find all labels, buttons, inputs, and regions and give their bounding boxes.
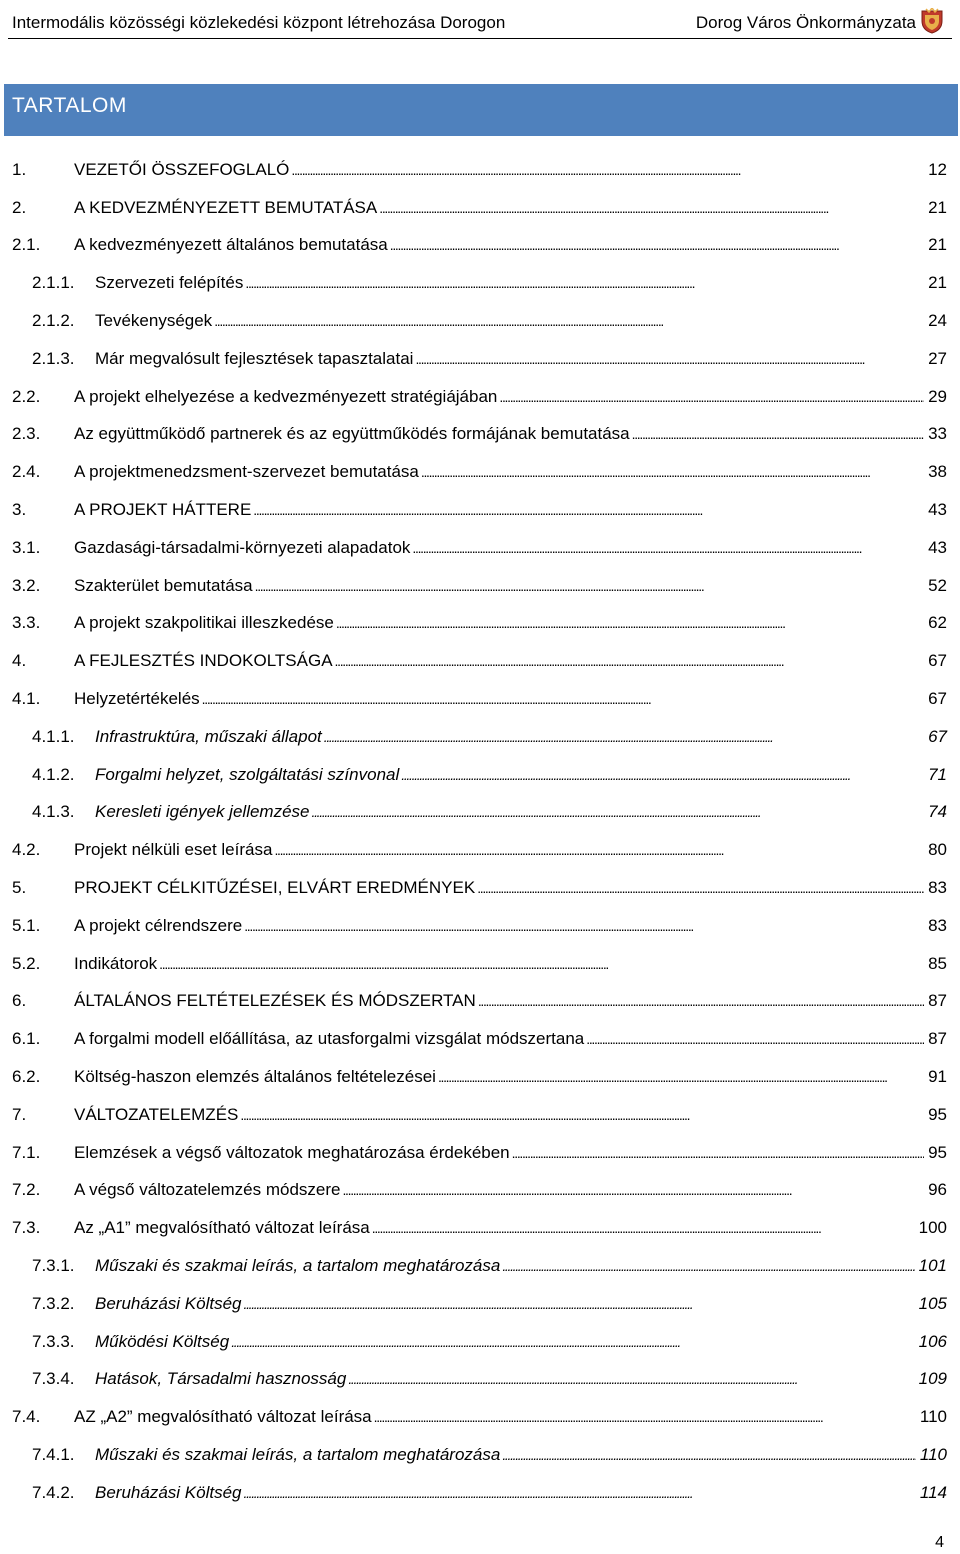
toc-entry-line — [74, 1180, 947, 1200]
toc-entry[interactable] — [0, 1285, 960, 1323]
toc-entry-page: 71 — [928, 764, 947, 784]
toc-entry-page: 83 — [928, 915, 947, 935]
toc-entry-line — [95, 311, 947, 331]
toc-entry-page: 87 — [928, 991, 947, 1011]
toc-entry-page: 67 — [928, 726, 947, 746]
toc-entry-line — [95, 1294, 947, 1314]
toc-entry-line — [74, 538, 947, 558]
toc-entry-line — [95, 802, 947, 822]
toc-entry-number: 4.1. — [12, 689, 41, 709]
toc-entry[interactable] — [0, 831, 960, 869]
toc-entry-title: A PROJEKT HÁTTERE — [74, 500, 252, 520]
toc-entry[interactable] — [0, 680, 960, 718]
toc-entry-title: Projekt nélküli eset leírása — [74, 840, 273, 860]
toc-entry-number: 5. — [12, 878, 27, 898]
toc-entry-number: 3.1. — [12, 537, 41, 557]
page-number: 4 — [935, 1534, 944, 1551]
toc-leader-dots — [374, 1407, 916, 1427]
toc-entry-title: Műszaki és szakmai leírás, a tartalom meghatározása — [95, 1444, 501, 1464]
toc-entry-line — [95, 1445, 947, 1465]
toc-leader-dots — [499, 387, 924, 407]
toc-entry-line — [74, 1218, 947, 1238]
toc-entry-title: A projekt elhelyezése a kedvezményezett stratégiájában — [74, 386, 498, 406]
toc-entry-number: 7.3.1. — [32, 1256, 75, 1275]
toc-entry-number: 7.2. — [12, 1180, 41, 1200]
toc-entry[interactable] — [0, 718, 960, 756]
toc-leader-dots — [586, 1029, 924, 1049]
toc-leader-dots — [348, 1369, 914, 1389]
toc-leader-dots — [231, 1332, 914, 1352]
toc-entry-number: 2.1.2. — [32, 311, 75, 331]
toc-entry[interactable] — [0, 642, 960, 680]
toc-leader-dots — [243, 1483, 915, 1503]
toc-entry-title: A projektmenedzsment-szervezet bemutatása — [74, 462, 419, 482]
toc-leader-dots — [478, 991, 924, 1011]
toc-entry-line — [74, 916, 947, 936]
toc-leader-dots — [477, 878, 924, 898]
toc-leader-dots — [336, 613, 924, 633]
toc-entry-line — [74, 424, 947, 444]
toc-entry-number: 3.3. — [12, 613, 41, 633]
toc-entry-number: 4. — [12, 651, 27, 671]
toc-leader-dots — [312, 802, 925, 822]
toc-entry-number: 5.1. — [12, 915, 41, 935]
toc-entry-line — [74, 651, 947, 671]
toc-entry-number: 7. — [12, 1104, 27, 1124]
toc-entry-number: 3. — [12, 500, 27, 520]
toc-entry-line — [95, 1483, 947, 1503]
header-rule — [8, 38, 952, 39]
toc-entry-title: Elemzések a végső változatok meghatározása érdekében — [74, 1142, 510, 1162]
toc-entry-number: 4.1.1. — [32, 726, 75, 746]
toc-entry[interactable] — [0, 453, 960, 491]
toc-entry[interactable] — [0, 189, 960, 227]
toc-entry-title: Beruházási Költség — [95, 1293, 242, 1313]
toc-leader-dots — [253, 500, 924, 520]
toc-entry-number: 2.1.1. — [32, 273, 75, 293]
toc-entry-line — [95, 1332, 947, 1352]
toc-entry-title: Már megvalósult fejlesztések tapasztalatai — [95, 348, 414, 368]
toc-entry-number: 2.4. — [12, 462, 41, 482]
toc-entry-page: 62 — [928, 613, 947, 633]
toc-entry-title: Gazdasági-társadalmi-környezeti alapadatok — [74, 537, 411, 557]
toc-entry-number: 4.2. — [12, 840, 41, 860]
toc-leader-dots — [421, 462, 924, 482]
toc-entry-line — [74, 689, 947, 709]
toc-entry-number: 2.2. — [12, 386, 41, 406]
toc-entry[interactable] — [0, 1134, 960, 1172]
toc-leader-dots — [202, 689, 924, 709]
toc-entry-page: 74 — [928, 802, 947, 822]
toc-leader-dots — [255, 576, 924, 596]
toc-entry-line — [74, 500, 947, 520]
toc-entry[interactable] — [0, 529, 960, 567]
toc-entry-title: Keresleti igények jellemzése — [95, 802, 310, 822]
page-header — [0, 0, 960, 40]
toc-entry-number: 2.3. — [12, 424, 41, 444]
toc-entry[interactable] — [0, 1474, 960, 1512]
toc-entry-number: 7.3.2. — [32, 1293, 75, 1313]
toc-leader-dots — [438, 1067, 924, 1087]
toc-entry-number: 7.1. — [12, 1142, 41, 1162]
toc-entry-number: 6.1. — [12, 1029, 41, 1049]
toc-entry-title: Beruházási Költség — [95, 1482, 242, 1502]
toc-entry-title: VEZETŐI ÖSSZEFOGLALÓ — [74, 159, 290, 179]
toc-entry-title: A KEDVEZMÉNYEZETT BEMUTATÁSA — [74, 197, 378, 217]
toc-entry[interactable] — [0, 605, 960, 643]
toc-entry-title: A FEJLESZTÉS INDOKOLTSÁGA — [74, 651, 333, 671]
toc-entry-page: 100 — [918, 1218, 947, 1238]
toc-entry-line — [74, 235, 947, 255]
toc-entry-line — [95, 1369, 947, 1389]
toc-entry[interactable] — [0, 1247, 960, 1285]
toc-entry[interactable] — [0, 1058, 960, 1096]
toc-leader-dots — [342, 1180, 924, 1200]
toc-entry-page: 85 — [928, 953, 947, 973]
toc-entry-number: 6.2. — [12, 1067, 41, 1087]
toc-entry-page: 109 — [918, 1369, 947, 1389]
toc-leader-dots — [240, 1105, 924, 1125]
toc-entry[interactable] — [0, 1096, 960, 1134]
toc-leader-dots — [324, 727, 924, 747]
toc-entry-page: 96 — [928, 1180, 947, 1200]
toc-entry[interactable] — [0, 907, 960, 945]
toc-entry[interactable] — [0, 302, 960, 340]
toc-entry-line — [74, 462, 947, 482]
toc-entry[interactable] — [0, 1323, 960, 1361]
toc-leader-dots — [291, 160, 924, 180]
toc-entry-number: 7.3.3. — [32, 1331, 75, 1351]
toc-entry-line — [74, 160, 947, 180]
toc-entry-page: 105 — [918, 1293, 947, 1313]
toc-entry-line — [74, 387, 947, 407]
toc-entry-title: Az „A1” megvalósítható változat leírása — [74, 1218, 370, 1238]
toc-entry-line — [74, 878, 947, 898]
toc-leader-dots — [415, 349, 924, 369]
toc-entry-page: 52 — [928, 575, 947, 595]
toc-entry-line — [74, 840, 947, 860]
toc-entry[interactable] — [0, 794, 960, 832]
toc-entry-number: 2.1. — [12, 235, 41, 255]
toc-entry-page: 21 — [928, 273, 947, 293]
toc-leader-dots — [335, 651, 925, 671]
toc-leader-dots — [244, 916, 924, 936]
toc-entry-page: 110 — [919, 1444, 947, 1464]
toc-entry-title: Műszaki és szakmai leírás, a tartalom meghatározása — [95, 1256, 501, 1275]
toc-entry-page: 43 — [928, 500, 947, 520]
toc-entry[interactable] — [0, 983, 960, 1021]
toc-entry-line — [74, 991, 947, 1011]
toc-entry-page: 83 — [928, 878, 947, 898]
toc-leader-dots — [159, 954, 924, 974]
town-crest-icon — [920, 8, 944, 34]
toc-entry-page: 95 — [928, 1104, 947, 1124]
toc-entry[interactable] — [0, 491, 960, 529]
toc-entry[interactable] — [0, 1398, 960, 1436]
toc-entry-line — [74, 613, 947, 633]
toc-entry-page: 21 — [928, 197, 947, 217]
toc-entry-page: 21 — [928, 235, 947, 255]
toc-entry-page: 29 — [928, 386, 947, 406]
toc-entry[interactable] — [0, 1209, 960, 1247]
toc-entry-page: 110 — [919, 1407, 947, 1427]
toc-entry-page: 33 — [928, 424, 947, 444]
toc-leader-dots — [214, 311, 924, 331]
toc-entry-title: A projekt szakpolitikai illeszkedése — [74, 613, 334, 633]
toc-entry-page: 114 — [919, 1482, 947, 1502]
toc-entry-page: 67 — [928, 651, 947, 671]
toc-entry-line — [74, 954, 947, 974]
toc-entry-line — [95, 1256, 947, 1276]
toc-entry-line — [74, 1029, 947, 1049]
toc-entry[interactable] — [0, 151, 960, 189]
toc-entry-number: 4.1.2. — [32, 764, 75, 784]
toc-entry-title: A kedvezményezett általános bemutatása — [74, 235, 388, 255]
toc-entry-number: 1. — [12, 159, 27, 179]
toc-entry-title: Szervezeti felépítés — [95, 273, 244, 293]
toc-entry-title: Forgalmi helyzet, szolgáltatási színvonal — [95, 764, 400, 784]
toc-entry-title: Működési Költség — [95, 1331, 230, 1351]
toc-entry-title: AZ „A2” megvalósítható változat leírása — [74, 1407, 372, 1427]
toc-leader-dots — [390, 235, 924, 255]
toc-entry-title: Szakterület bemutatása — [74, 575, 253, 595]
toc-entry-number: 2. — [12, 197, 27, 217]
toc-leader-dots — [379, 198, 924, 218]
toc-entry-line — [95, 727, 947, 747]
toc-entry-page: 27 — [928, 348, 947, 368]
toc-entry-line — [95, 765, 947, 785]
header-project-title: Intermodális közösségi közlekedési központ létrehozása Dorogon — [12, 13, 506, 32]
toc-heading-band — [4, 84, 958, 136]
toc-entry-line — [74, 576, 947, 596]
toc-entry-title: VÁLTOZATELEMZÉS — [74, 1104, 239, 1124]
toc-entry-page: 12 — [928, 159, 947, 179]
toc-leader-dots — [245, 273, 924, 293]
toc-entry-number: 3.2. — [12, 575, 41, 595]
toc-entry-title: Tevékenységek — [95, 311, 213, 331]
toc-entry-line — [74, 1407, 947, 1427]
toc-leader-dots — [243, 1294, 914, 1314]
toc-entry-title: Indikátorok — [74, 953, 158, 973]
toc-entry[interactable] — [0, 340, 960, 378]
toc-entry[interactable] — [0, 378, 960, 416]
toc-entry-line — [74, 1143, 947, 1163]
toc-entry-page: 67 — [928, 689, 947, 709]
toc-entry-page: 87 — [928, 1029, 947, 1049]
toc-leader-dots — [412, 538, 924, 558]
toc-entry[interactable] — [0, 756, 960, 794]
toc-entry-title: PROJEKT CÉLKITŰZÉSEI, ELVÁRT EREDMÉNYEK — [74, 878, 476, 898]
toc-entry-page: 95 — [928, 1142, 947, 1162]
toc-entry-line — [74, 198, 947, 218]
toc-entry-page: 43 — [928, 537, 947, 557]
toc-entry-number: 4.1.3. — [32, 802, 75, 822]
toc-leader-dots — [512, 1143, 924, 1163]
toc-entry[interactable] — [0, 1361, 960, 1399]
toc-entry-number: 7.3.4. — [32, 1369, 75, 1389]
toc-entry[interactable] — [0, 416, 960, 454]
toc-entry-page: 106 — [918, 1331, 947, 1351]
toc-entry-number: 7.4. — [12, 1407, 41, 1427]
toc-leader-dots — [502, 1445, 916, 1465]
toc-leader-dots — [632, 424, 924, 444]
toc-entry-number: 5.2. — [12, 953, 41, 973]
toc-entry[interactable] — [0, 1172, 960, 1210]
toc-entry[interactable] — [0, 567, 960, 605]
toc-entry-page: 91 — [928, 1067, 947, 1087]
toc-leader-dots — [502, 1256, 914, 1276]
toc-entry-title: ÁLTALÁNOS FELTÉTELEZÉSEK ÉS MÓDSZERTAN — [74, 991, 476, 1011]
toc-entry-title: Infrastruktúra, műszaki állapot — [95, 726, 322, 746]
toc-entry-page: 80 — [928, 840, 947, 860]
toc-entry-title: Helyzetértékelés — [74, 689, 200, 709]
toc-entry-title: A projekt célrendszere — [74, 915, 243, 935]
toc-entry-title: A forgalmi modell előállítása, az utasforgalmi vizsgálat módszertana — [74, 1029, 585, 1049]
toc-entry-number: 7.3. — [12, 1218, 41, 1238]
toc-entry[interactable] — [0, 264, 960, 302]
toc-leader-dots — [401, 765, 924, 785]
toc-entry[interactable] — [0, 227, 960, 265]
toc-entry-number: 7.4.2. — [32, 1482, 75, 1502]
header-organization: Dorog Város Önkormányzata — [695, 13, 916, 32]
toc-entry-number: 2.1.3. — [32, 348, 75, 368]
toc-entry-title: A végső változatelemzés módszere — [74, 1180, 341, 1200]
toc-entry-line — [74, 1105, 947, 1125]
toc-entry-title: Hatások, Társadalmi hasznosság — [95, 1369, 347, 1389]
toc-entry[interactable] — [0, 1020, 960, 1058]
toc-entry-page: 24 — [928, 311, 947, 331]
toc-leader-dots — [372, 1218, 915, 1238]
toc-entry-number: 7.4.1. — [32, 1444, 75, 1464]
toc-leader-dots — [274, 840, 924, 860]
toc-entry-number: 6. — [12, 991, 27, 1011]
toc-entry[interactable] — [0, 869, 960, 907]
table-of-contents — [0, 151, 960, 1512]
toc-entry-title: Az együttműködő partnerek és az együttműködés formájának bemutatása — [74, 424, 630, 444]
toc-entry-line — [95, 349, 947, 369]
toc-heading: TARTALOM — [12, 94, 127, 117]
toc-entry-page: 38 — [928, 462, 947, 482]
toc-entry[interactable] — [0, 945, 960, 983]
toc-entry[interactable] — [0, 1436, 960, 1474]
toc-entry-page: 101 — [918, 1256, 947, 1275]
toc-entry-title: Költség-haszon elemzés általános feltételezései — [74, 1067, 436, 1087]
toc-entry-line — [95, 273, 947, 293]
toc-entry-line — [74, 1067, 947, 1087]
